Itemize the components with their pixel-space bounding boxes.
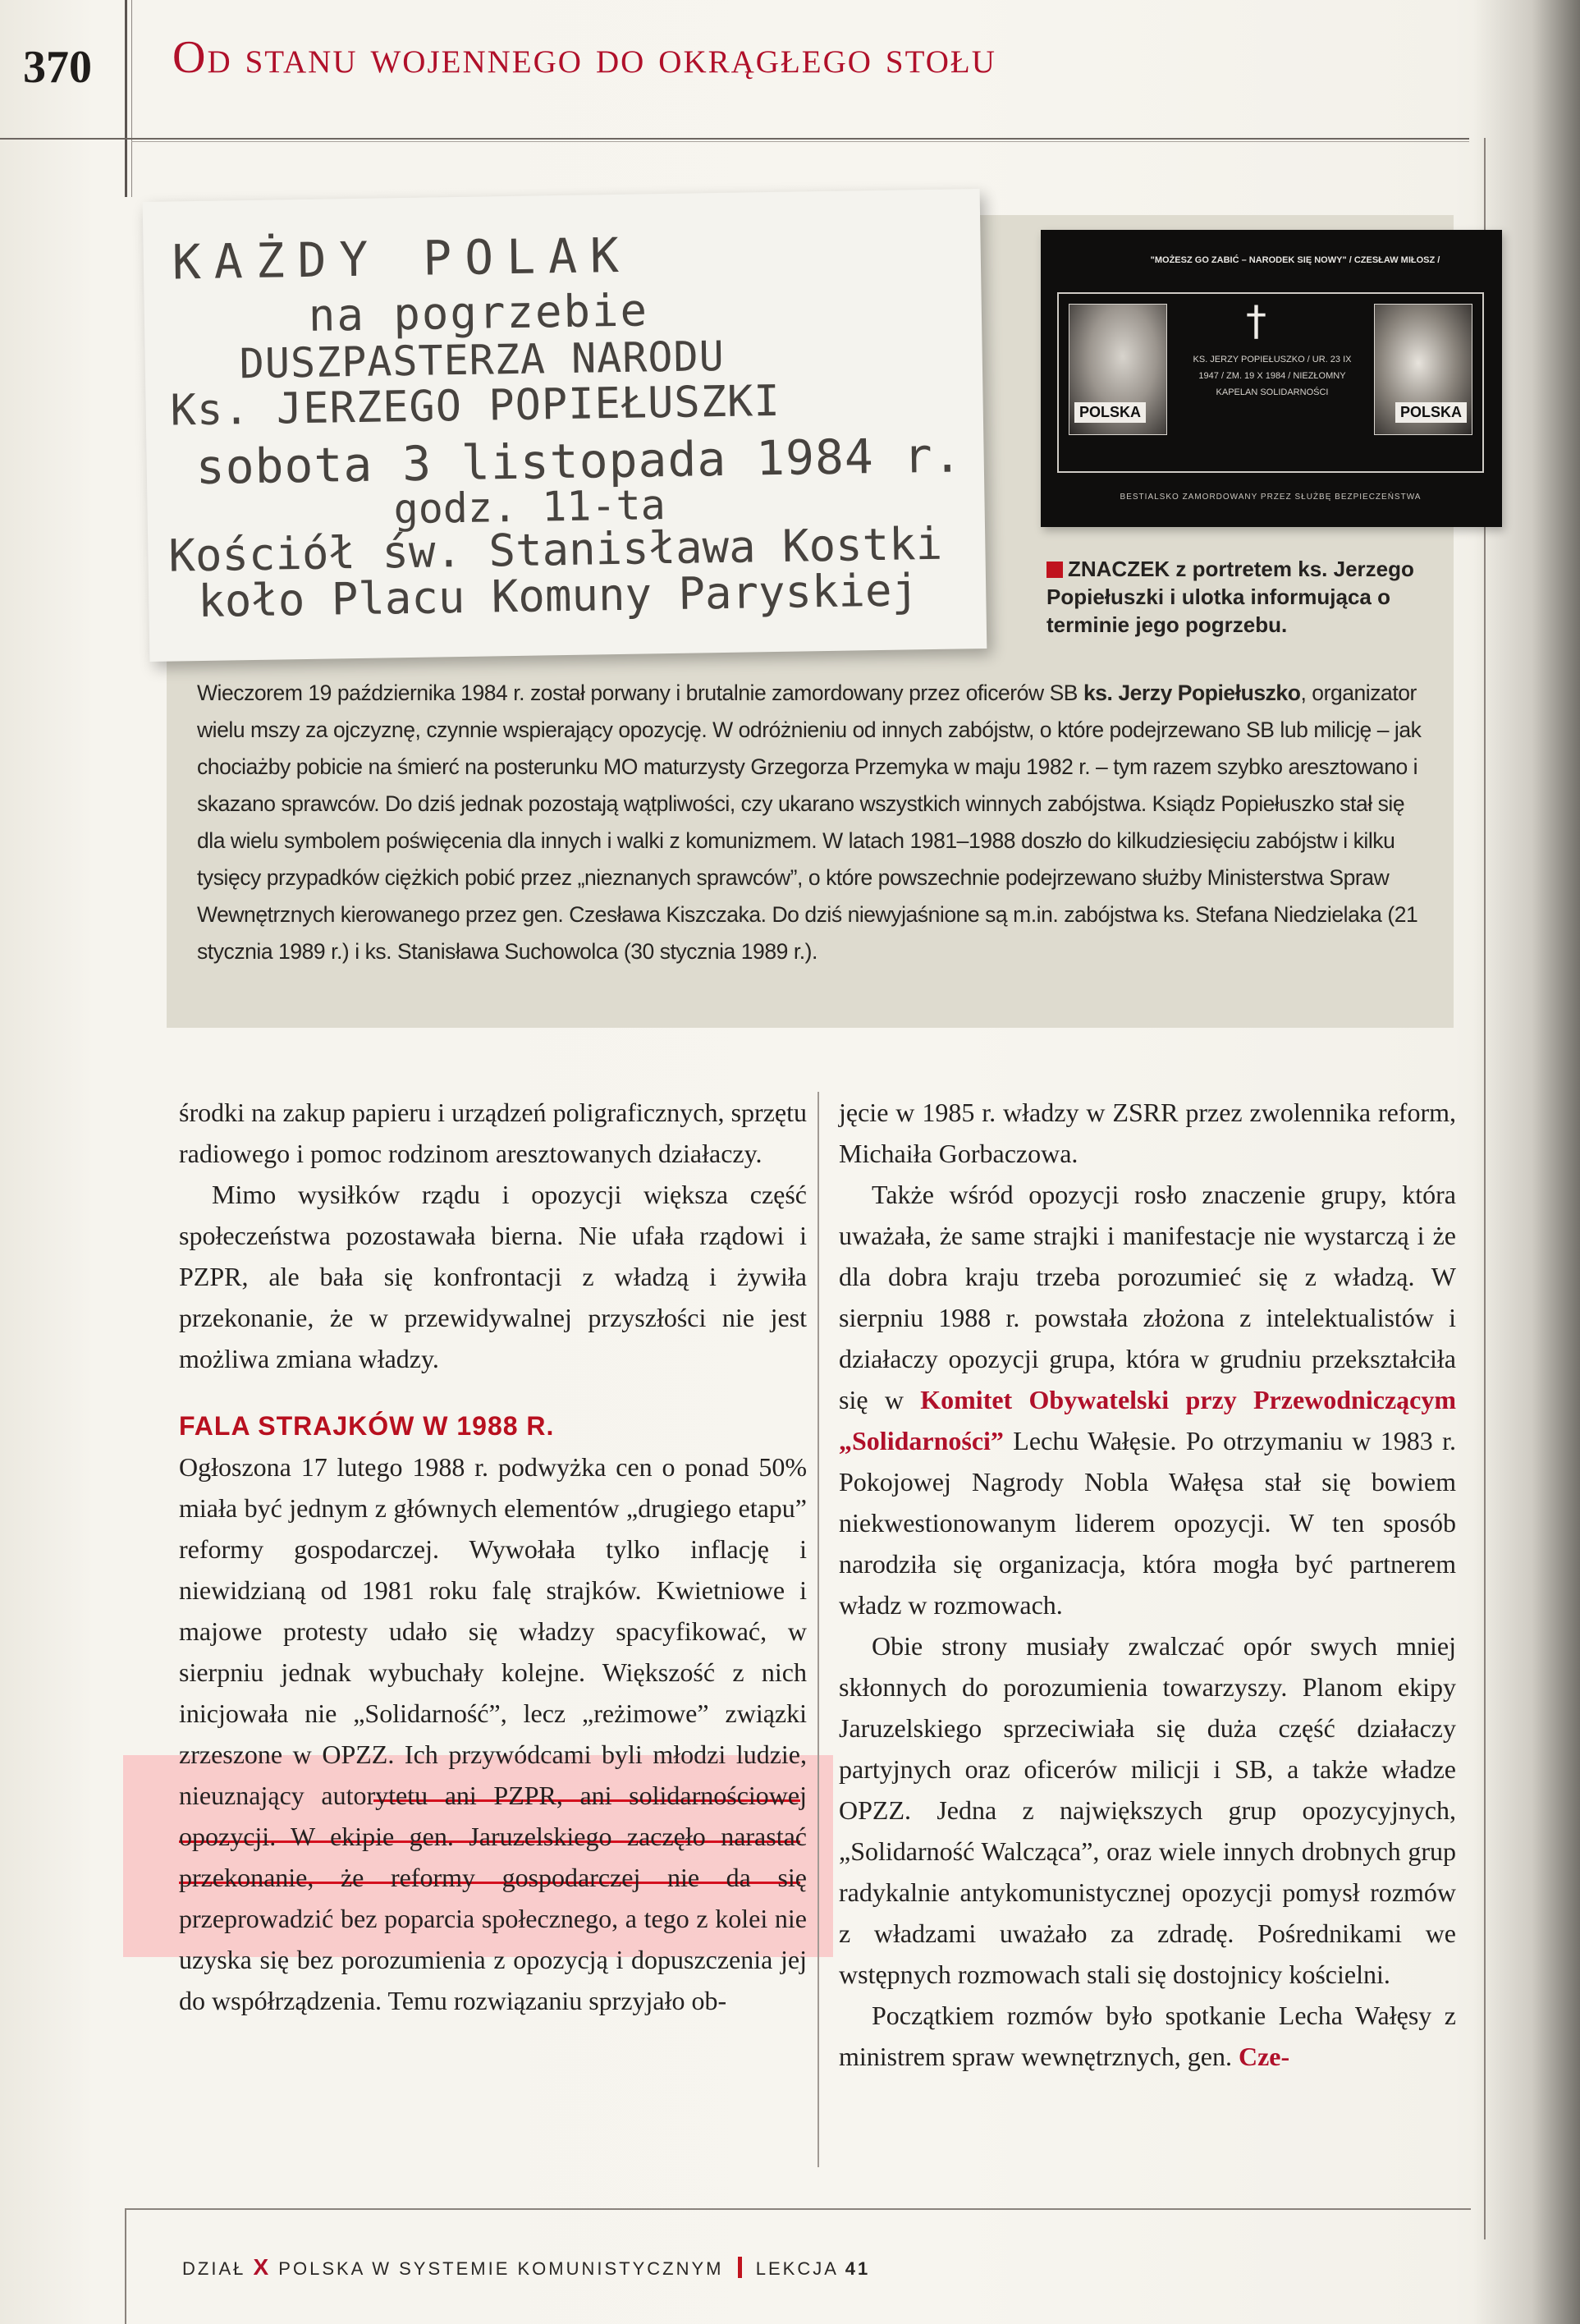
inset-text-name: ks. Jerzy Popiełuszko	[1083, 681, 1301, 705]
paragraph-part: Także wśród opozycji rosło znaczenie grupy, która uważała, że same strajki i manifestacje nie wystarczą i że dla dobra kraju trzeba porozumieć się z władzą. W sierpniu 1988 r. powstała złożona z intelektualistów i działaczy opozycji grupa, która w grudniu przekształciła się w	[839, 1180, 1456, 1414]
left-column	[179, 1092, 807, 2021]
stamp-quote: "MOŻESZ GO ZABIĆ – NARODEK SIĘ NOWY" / CZESŁAW MIŁOSZ /	[1150, 255, 1440, 265]
footer-divider	[125, 2208, 126, 2324]
leaflet-line: Ks. JERZEGO POPIEŁUSZKI	[170, 376, 781, 436]
image-caption	[1046, 555, 1457, 639]
section-heading: FALA STRAJKÓW W 1988 R.	[179, 1411, 555, 1441]
paragraph: środki na zakup papieru i urządzeń poligraficznych, sprzętu radiowego i pomoc rodzinom aresztowanych działaczy.	[179, 1098, 807, 1168]
footer-lesson-number: 41	[845, 2258, 871, 2279]
header-rule	[0, 138, 1469, 140]
leaflet-line: koło Placu Komuny Paryskiej	[197, 564, 919, 628]
stamp-label: POLSKA	[1395, 402, 1467, 423]
right-column	[839, 1092, 1456, 2077]
paragraph: jęcie w 1985 r. władzy w ZSRR przez zwolennika reform, Michaiła Gorbaczowa.	[839, 1098, 1456, 1168]
paragraph: Obie strony musiały zwalczać opór swych mniej skłonnych do porozumienia towarzyszy. Planom ekipy Jaruzelskiego sprzeciwiała się duża część działaczy partyjnych oraz oficerów milicji i SB, a także władze OPZZ. Jedna z największych grup opozycyjnych, „Solidarność Walcząca”, oraz wiele innych drobnych grup radykalnie antykomunistycznej opozycji pomysł rozmów z władzami uważało za zdradę. Pośrednikami we wstępnych rozmowach stali się dostojnicy kościelni.	[839, 1631, 1456, 1989]
footer-section-number: X	[253, 2254, 272, 2280]
emblem-stamp	[1374, 304, 1472, 435]
stamp-label: POLSKA	[1074, 402, 1146, 423]
leaflet-line: na pogrzebie	[308, 284, 649, 341]
keyword: Cze-	[1238, 2042, 1290, 2071]
paragraph-part: Lechu Wałęsie. Po otrzymaniu w 1983 r. Pokojowej Nagrody Nobla Wałęsa stał się bowiem niekwestionowanym liderem opozycji. W ten sposób narodziła się organizacja, która mogła być partnerem władz w rozmowach.	[839, 1426, 1456, 1620]
paragraph: Mimo wysiłków rządu i opozycji większa część społeczeństwa pozostawała bierna. Nie ufała rządowi i PZPR, ale bała się konfrontacji z władzą i żywiła przekonanie, że w przewidywalnej przyszłości nie jest możliwa zmiana władzy.	[179, 1180, 807, 1373]
footer-rule	[125, 2208, 1471, 2210]
paragraph	[839, 1174, 1456, 1625]
paragraph	[839, 1995, 1456, 2077]
footer-lesson: LEKCJA	[755, 2258, 838, 2279]
inset-text-part: Wieczorem 19 października 1984 r. został porwany i brutalnie zamordowany przez oficerów SB	[197, 681, 1083, 705]
stamp-bottom-text: BESTIALSKO ZAMORDOWANY PRZEZ SŁUŻBĘ BEZPIECZEŃSTWA	[1120, 493, 1422, 502]
footer-separator	[738, 2257, 742, 2278]
leaflet-line: KAŻDY POLAK	[172, 227, 633, 291]
cross-icon: †	[1246, 297, 1266, 345]
caption-marker-icon	[1046, 562, 1063, 578]
header-rule-thin	[131, 141, 1469, 142]
inset-text-part: , organizator wielu mszy za ojczyznę, czynnie wspierający opozycję. W odróżnieniu od innych zabójstw, o które podejrzewano SB lub milicję – jak chociażby pobicie na śmierć na posterunku MO maturzysty Grzegorza Przemyka w maju 1982 r. – tym razem szybko aresztowano i skazano sprawców. Do dziś jednak pozostają wątpliwości, czy ukarano wszystkich winnych zabójstwa. Ksiądz Popiełuszko stał się dla wielu symbolem poświęcenia dla innych i walki z komunizmem. W latach 1981–1988 doszło do kilkudziesięciu zabójstw i kilku tysięcy przypadków ciężkich pobić przez „nieznanych sprawców”, o które powszechnie podejrzewano służby Ministerstwa Spraw Wewnętrznych kierowanego przez gen. Czesława Kiszczaka. Do dziś niewyjaśnione są m.in. zabójstwa ks. Stefana Niedzielaka (21 stycznia 1989 r.) i ks. Stanisława Suchowolca (30 stycznia 1989 r.).	[197, 681, 1422, 964]
stamp-image	[1041, 230, 1502, 527]
stamp-center-text: KS. JERZY POPIEŁUSZKO / UR. 23 IX 1947 / ZM. 19 X 1984 / NIEZŁOMNY KAPELAN SOLIDARNOŚCI	[1193, 355, 1352, 397]
portrait-stamp	[1069, 304, 1167, 435]
header-divider	[125, 0, 127, 197]
running-title: Od stanu wojennego do okrągłego stołu	[172, 32, 996, 83]
leaflet-line: DUSZPASTERZA NARODU	[239, 332, 726, 388]
funeral-leaflet-image	[143, 189, 987, 662]
paragraph: Ogłoszona 17 lutego 1988 r. podwyżka cen o ponad 50% miała być jednym z głównych elementów „drugiego etapu” reformy gospodarczej. Wywołała tylko inflację i niewidzianą od 1981 roku falę strajków. Kwietniowe i majowe protesty udało się władzy spacyfikować, w sierpniu jednak wybuchały kolejne. Większość z nich inicjowała nie „Solidarność”, lecz „reżimowe” związki zrzeszone w OPZZ. Ich przywódcami byli młodzi ludzie, nieuznający autorytetu ani PZPR, ani solidarnościowej opozycji. W ekipie gen. Jaruzelskiego zaczęło narastać przekonanie, że reformy gospodarczej nie da się przeprowadzić bez poparcia społecznego, a tego z kolei nie uzyska się bez porozumienia z opozycją i dopuszczenia jej do współrządzenia. Temu rozwiązaniu sprzyjało ob-	[179, 1452, 807, 2015]
leaflet-line: sobota 3 listopada 1984 r.	[195, 427, 964, 496]
paragraph-part: Początkiem rozmów było spotkanie Lecha Wałęsy z ministrem spraw wewnętrznych, gen.	[839, 2001, 1456, 2071]
stamp-sheet	[1057, 292, 1484, 473]
caption-text: ZNACZEK z portretem ks. Jerzego Popiełuszki i ulotka informująca o terminie jego pogrzebu.	[1046, 557, 1414, 637]
keyword: Komitet Obywatelski przy Przewodniczącym „Solidarności”	[839, 1385, 1456, 1455]
leaflet-line: Kościół św. Stanisława Kostki	[167, 517, 943, 582]
inset-paragraph	[197, 675, 1432, 970]
header-divider-thin	[131, 0, 132, 197]
footer	[182, 2254, 870, 2280]
page-number: 370	[23, 42, 92, 93]
footer-section: DZIAŁ	[182, 2258, 246, 2279]
column-divider	[817, 1092, 819, 2167]
leaflet-line: godz. 11-ta	[393, 481, 666, 534]
footer-section-title: POLSKA W SYSTEMIE KOMUNISTYCZNYM	[278, 2258, 724, 2279]
